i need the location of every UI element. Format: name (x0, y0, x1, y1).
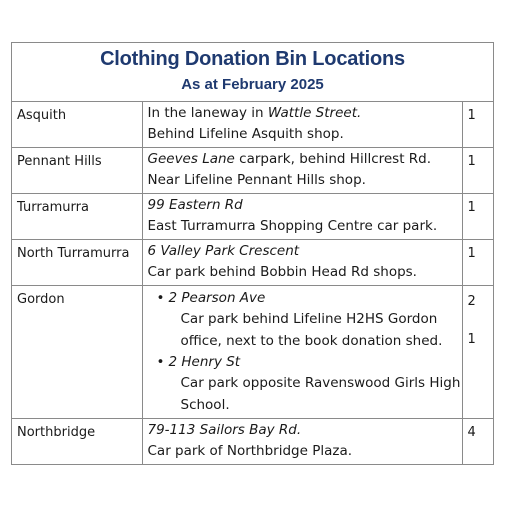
bin-count: 2 (467, 294, 476, 309)
bullet-icon: • (156, 290, 165, 306)
title-block (12, 43, 493, 102)
location-description (142, 102, 462, 148)
location-description (142, 194, 462, 240)
location-name: Asquith (12, 102, 142, 148)
description-note: office, next to the book donation shed. (180, 333, 443, 349)
location-name: Northbridge (12, 419, 142, 465)
street-address: Geeves Lane (147, 151, 235, 167)
page-subtitle: As at February 2025 (181, 76, 324, 93)
bin-count-group (462, 286, 493, 419)
table-row (12, 194, 493, 240)
description-note: Car park of Northbridge Plaza. (147, 443, 353, 459)
location-description (142, 148, 462, 194)
bullet-icon: • (156, 354, 165, 370)
description-note: Near Lifeline Pennant Hills shop. (147, 172, 366, 188)
table-row (12, 419, 493, 465)
description-text: carpark, behind Hillcrest Rd. (234, 151, 432, 167)
bin-count: 1 (467, 332, 476, 347)
donation-bin-table (11, 42, 494, 465)
list-item (148, 288, 462, 352)
description-note: School. (180, 397, 230, 413)
description-note: East Turramurra Shopping Centre car park. (147, 218, 438, 234)
table-row (12, 102, 493, 148)
locations-table (12, 102, 493, 464)
page-title: Clothing Donation Bin Locations (100, 48, 405, 70)
description-note: Behind Lifeline Asquith shop. (147, 126, 344, 142)
bin-count: 4 (467, 425, 476, 440)
bin-count: 1 (462, 240, 493, 286)
street-address: Wattle Street. (267, 105, 362, 121)
bin-count: 1 (462, 194, 493, 240)
street-address: 2 Henry St (168, 354, 241, 370)
table-row (12, 286, 493, 419)
location-name: North Turramurra (12, 240, 142, 286)
bin-count: 1 (462, 102, 493, 148)
location-description (142, 240, 462, 286)
street-address: 79-113 Sailors Bay Rd. (147, 422, 302, 438)
location-description (142, 419, 462, 465)
description-note: Car park behind Lifeline H2HS Gordon (180, 311, 438, 327)
location-name: Gordon (12, 286, 142, 419)
description-note: Car park behind Bobbin Head Rd shops. (147, 264, 417, 280)
table-row (12, 148, 493, 194)
list-item (148, 352, 462, 416)
location-description (142, 286, 462, 419)
table-row (12, 240, 493, 286)
street-address: 2 Pearson Ave (168, 290, 266, 306)
location-name: Pennant Hills (12, 148, 142, 194)
street-address: 6 Valley Park Crescent (147, 243, 300, 259)
description-note: Car park opposite Ravenswood Girls High (180, 375, 461, 391)
bin-count: 1 (462, 148, 493, 194)
street-address: 99 Eastern Rd (147, 197, 243, 213)
location-name: Turramurra (12, 194, 142, 240)
description-text: In the laneway in (147, 105, 268, 121)
